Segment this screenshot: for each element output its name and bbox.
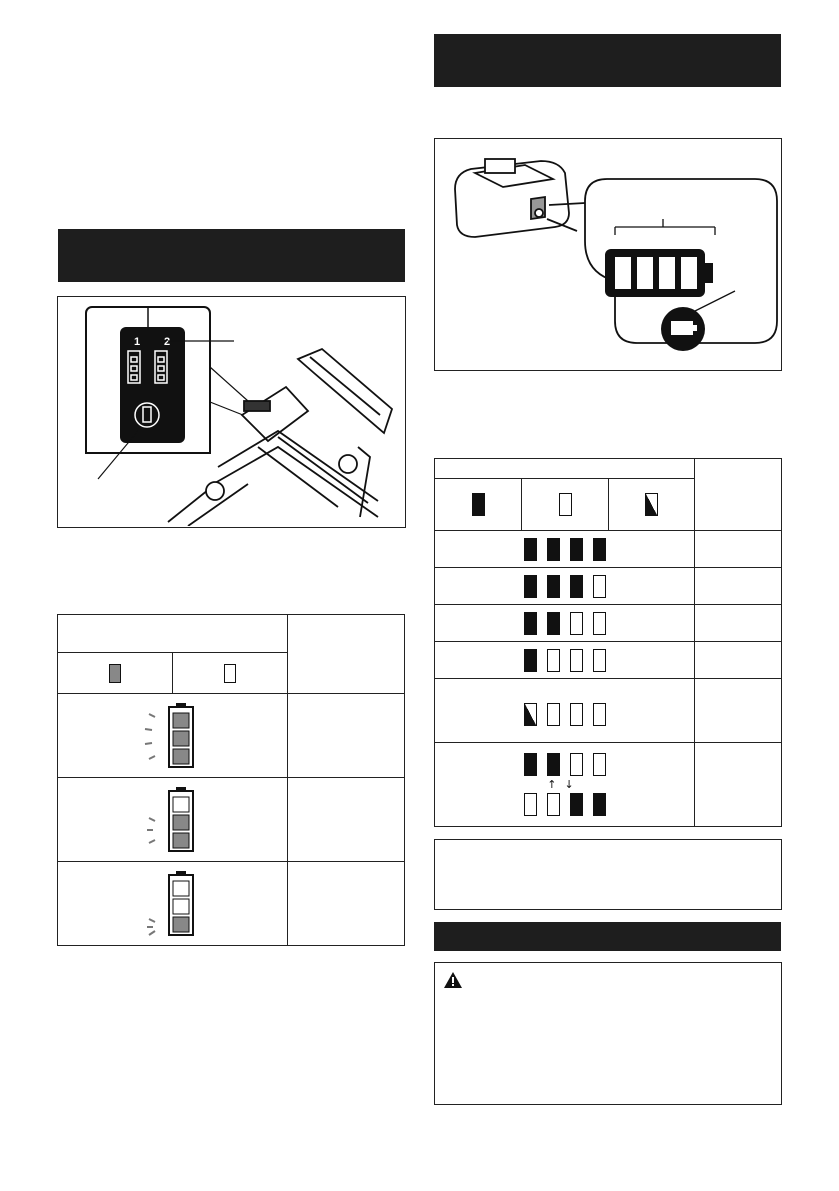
lamp-on-icon [472, 493, 485, 516]
header-indicator-lamps-right [435, 459, 695, 479]
battery-row-2 [435, 568, 695, 605]
callout-1: 1 [134, 336, 141, 348]
legend-blinking [609, 479, 695, 531]
callout-2: 2 [164, 336, 171, 348]
tool-indicator-figure [57, 296, 406, 528]
battery-row-6-remaining [695, 743, 782, 827]
section-header-bar-right [434, 34, 781, 87]
battery-row-5-remaining [695, 679, 782, 743]
lit-lamp-icon [109, 664, 121, 683]
battery-row-4-remaining [695, 642, 782, 679]
tool-row-2 [58, 778, 288, 862]
legend-off-right [522, 479, 609, 531]
legend-on [435, 479, 522, 531]
alternating-arrows-icon: ↑↓ [547, 778, 582, 791]
tool-row-1-remaining [288, 694, 405, 778]
note-box [434, 839, 782, 910]
section-header-bar-left [58, 229, 405, 282]
header-remaining [288, 615, 405, 694]
battery-row-4 [435, 642, 695, 679]
tool-row-3-remaining [288, 862, 405, 946]
battery-row-5 [435, 679, 695, 743]
battery-2-bars-icon [143, 785, 203, 855]
lamp-off-icon [559, 493, 572, 516]
legend-lit [58, 653, 173, 694]
tool-row-1 [58, 694, 288, 778]
tool-battery-table [57, 614, 405, 946]
lamp-blinking-icon [645, 493, 658, 516]
caution-box [434, 962, 782, 1105]
battery-row-2-remaining [695, 568, 782, 605]
header-remaining-right [695, 459, 782, 531]
battery-indicator-table [434, 458, 782, 827]
header-indicator-lamps [58, 615, 288, 653]
battery-illustration [435, 139, 780, 369]
battery-row-1 [435, 531, 695, 568]
section-header-bar-right-2 [434, 922, 781, 951]
battery-row-6 [435, 743, 695, 827]
battery-row-3 [435, 605, 695, 642]
tool-row-2-remaining [288, 778, 405, 862]
legend-off [173, 653, 288, 694]
warning-triangle-icon [443, 971, 463, 989]
battery-indicator-figure [434, 138, 782, 371]
off-lamp-icon [224, 664, 236, 683]
battery-3-bars-icon [143, 701, 203, 771]
battery-row-3-remaining [695, 605, 782, 642]
battery-1-bar-icon [143, 869, 203, 939]
tool-illustration [58, 297, 404, 526]
battery-row-1-remaining [695, 531, 782, 568]
tool-row-3 [58, 862, 288, 946]
